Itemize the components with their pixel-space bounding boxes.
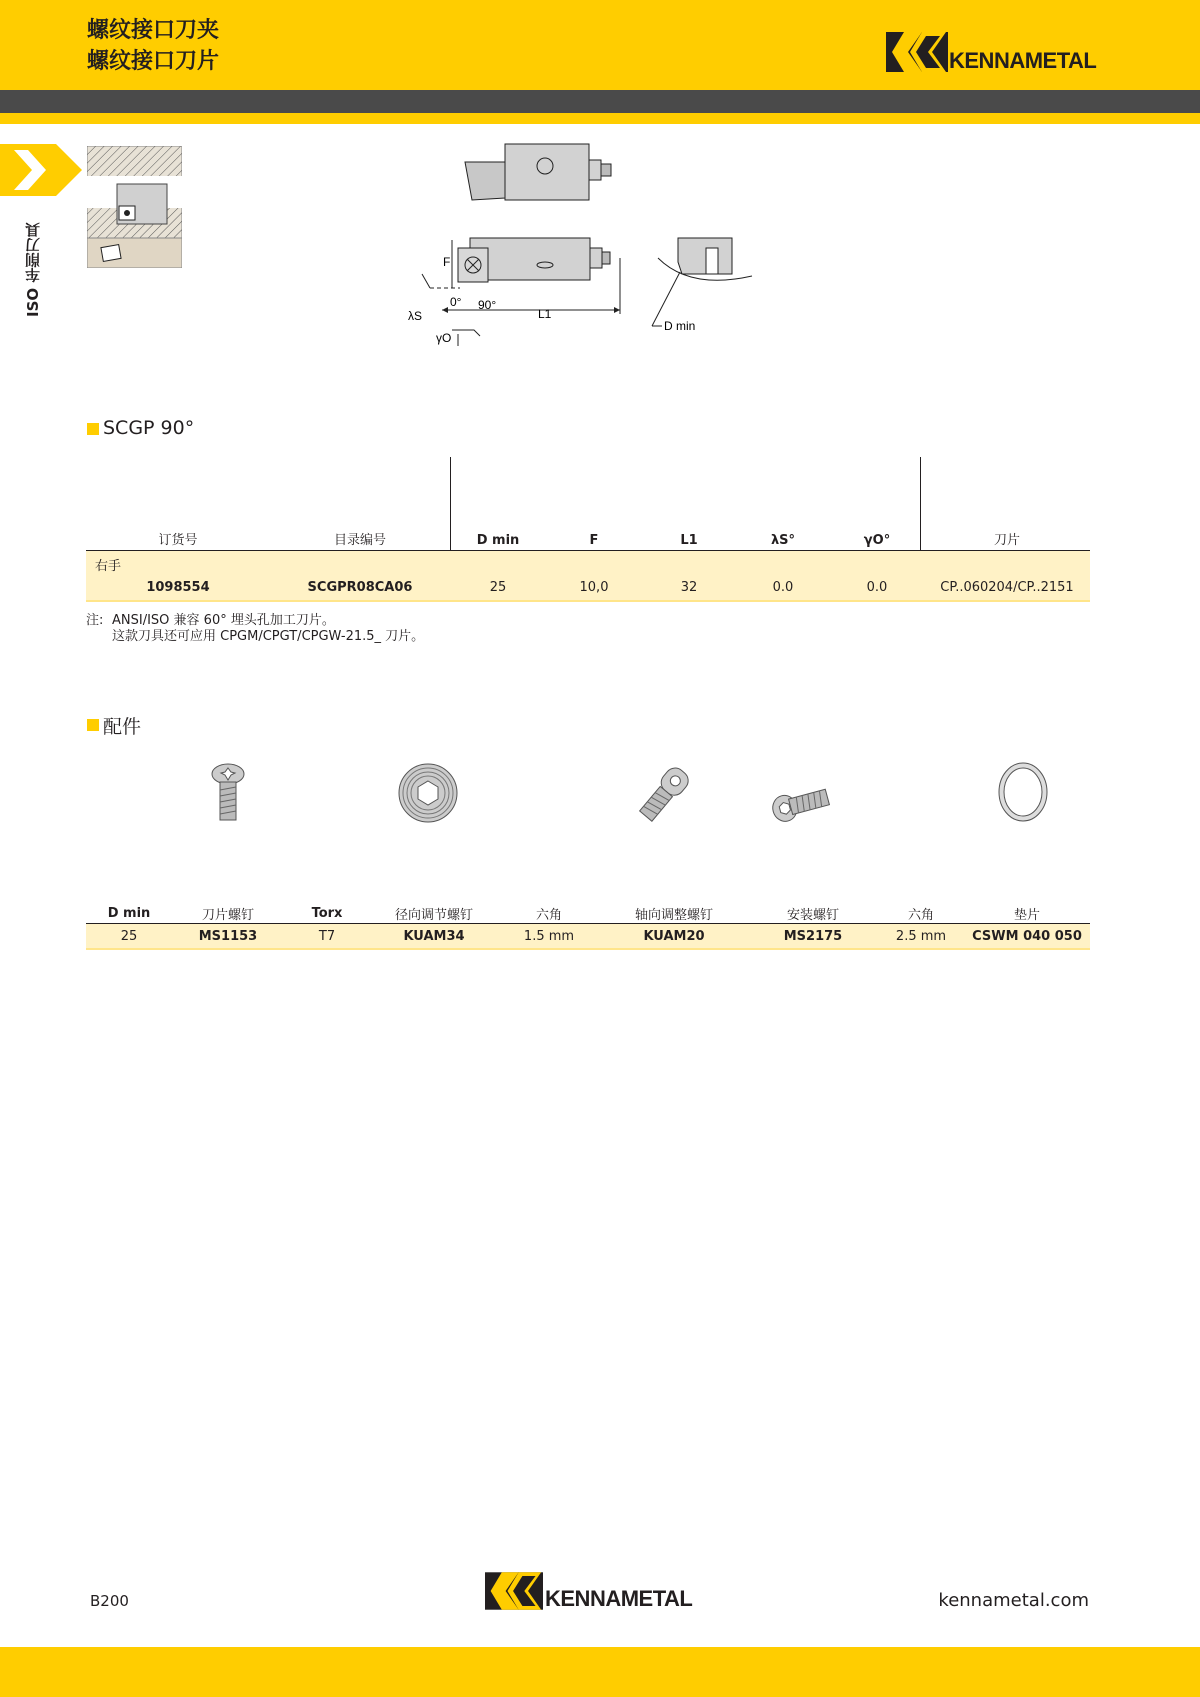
hex-socket-screw-icon	[770, 780, 832, 826]
page-number: B200	[90, 1592, 129, 1610]
dim-label-dmin: D min	[664, 319, 696, 333]
cap-screw-icon	[630, 762, 696, 826]
note-line-2: 这款刀具还可应用 CPGM/CPGT/CPGW-21.5_ 刀片。	[112, 629, 425, 644]
side-tab-label: ISO 车削刀具	[24, 222, 42, 318]
cell-f: 10,0	[546, 574, 642, 601]
section-title-scgp: SCGP 90°	[103, 417, 195, 439]
section-marker	[87, 719, 99, 731]
section-marker	[87, 423, 99, 435]
set-screw-icon	[397, 762, 459, 824]
cell-mounting-screw: MS2175	[748, 924, 878, 950]
accessories-table	[86, 903, 1090, 950]
kennametal-logo	[886, 32, 948, 76]
table-row	[86, 924, 1090, 950]
cell-hex-2: 2.5 mm	[878, 924, 964, 950]
col-header: F	[546, 456, 642, 551]
col-header: 轴向调整螺钉	[600, 903, 748, 924]
cell-radial-screw: KUAM34	[370, 924, 498, 950]
chevron-right-icon	[0, 144, 82, 196]
col-header: 垫片	[964, 903, 1090, 924]
col-header: γO°	[830, 456, 924, 551]
col-header: L1	[642, 456, 736, 551]
axial-adjust-screw-image	[630, 762, 696, 830]
dim-label-l1: L1	[538, 307, 552, 321]
logo-wordmark: KENNAMETAL	[949, 48, 1097, 73]
insert-screw-image	[210, 762, 246, 826]
website-link[interactable]: kennametal.com	[938, 1590, 1089, 1611]
cell-gamma-o: 0.0	[830, 574, 924, 601]
kennametal-k-icon	[485, 1572, 543, 1610]
col-header: Torx	[284, 903, 370, 924]
col-header: 六角	[878, 903, 964, 924]
shim-image	[996, 760, 1050, 828]
angle-label-90: 90°	[478, 298, 497, 312]
cell-shim: CSWM 040 050	[964, 924, 1090, 950]
angle-label-gamma-o: γO	[436, 331, 452, 345]
col-header: 六角	[498, 903, 600, 924]
col-header: 目录编号	[270, 456, 450, 551]
col-header: D min	[86, 903, 172, 924]
cell-hex-1: 1.5 mm	[498, 924, 600, 950]
technical-drawing	[390, 140, 770, 354]
footer-logo-wordmark: KENNAMETAL	[545, 1586, 693, 1611]
page-subtitle: 螺纹接口刀片	[87, 49, 220, 74]
washer-icon	[996, 760, 1050, 824]
cell-insert-screw: MS1153	[172, 924, 284, 950]
mounting-screw-image	[770, 780, 832, 830]
cell-l1: 32	[642, 574, 736, 601]
side-chevron	[0, 144, 82, 200]
cell-torx: T7	[284, 924, 370, 950]
order-number: 1098554	[86, 574, 270, 601]
col-header: λS°	[736, 456, 830, 551]
cell-insert: CP..060204/CP..2151	[924, 574, 1090, 601]
cell-axial-screw: KUAM20	[600, 924, 748, 950]
col-header: D min	[450, 456, 546, 551]
application-thumbnail	[87, 146, 182, 272]
col-header: 刀片螺钉	[172, 903, 284, 924]
col-header: 刀片	[924, 456, 1090, 551]
dim-label-f: F	[443, 255, 451, 269]
note-line-1: ANSI/ISO 兼容 60° 埋头孔加工刀片。	[112, 613, 335, 628]
col-header: 安装螺钉	[748, 903, 878, 924]
table-note	[86, 613, 425, 644]
cell-lambda-s: 0.0	[736, 574, 830, 601]
footer-bar	[0, 1647, 1200, 1697]
col-header: 径向调节螺钉	[370, 903, 498, 924]
cell-dmin: 25	[450, 574, 546, 601]
torx-screw-icon	[210, 762, 246, 822]
angle-label-lambda-s: λS	[408, 309, 423, 323]
header-accent	[0, 113, 1200, 124]
note-prefix: 注:	[86, 613, 104, 628]
section-title-accessories: 配件	[103, 716, 142, 738]
kennametal-k-icon	[886, 32, 948, 72]
angle-label-0: 0°	[450, 295, 462, 309]
col-header: 订货号	[86, 456, 270, 551]
header-divider	[0, 90, 1200, 113]
catalog-number: SCGPR08CA06	[270, 574, 450, 601]
page-title: 螺纹接口刀夹	[87, 18, 220, 43]
footer-logo	[485, 1572, 543, 1614]
product-table	[86, 456, 1090, 602]
group-label: 右手	[86, 551, 1090, 575]
radial-adjust-screw-image	[397, 762, 459, 828]
table-row	[86, 574, 1090, 601]
cell-dmin: 25	[86, 924, 172, 950]
